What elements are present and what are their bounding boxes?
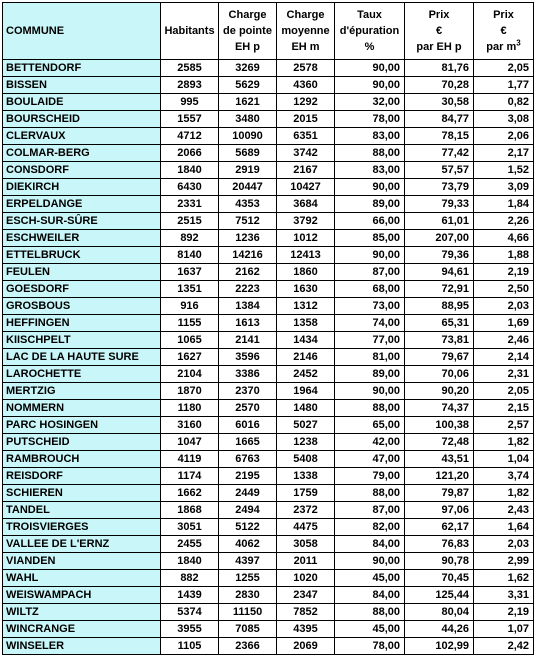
cell-charge-pointe: 20447 bbox=[219, 179, 277, 196]
cell-commune: ESCH-SUR-SÛRE bbox=[3, 213, 161, 230]
cell-commune: WILTZ bbox=[3, 604, 161, 621]
cell-commune: VALLEE DE L'ERNZ bbox=[3, 536, 161, 553]
cell-prix-eh: 65,31 bbox=[405, 315, 474, 332]
cell-charge-pointe: 2366 bbox=[219, 638, 277, 655]
cell-charge-pointe: 1613 bbox=[219, 315, 277, 332]
cell-commune: ESCHWEILER bbox=[3, 230, 161, 247]
cell-habitants: 3955 bbox=[161, 621, 219, 638]
cell-taux-epuration: 73,00 bbox=[335, 298, 405, 315]
cell-charge-moyenne: 1338 bbox=[277, 468, 335, 485]
cell-charge-moyenne: 4395 bbox=[277, 621, 335, 638]
cell-habitants: 8140 bbox=[161, 247, 219, 264]
cell-prix-m3: 2,05 bbox=[474, 60, 534, 77]
cell-commune: LAROCHETTE bbox=[3, 366, 161, 383]
cell-prix-m3: 2,19 bbox=[474, 604, 534, 621]
cell-prix-m3: 3,74 bbox=[474, 468, 534, 485]
cell-habitants: 916 bbox=[161, 298, 219, 315]
cell-charge-moyenne: 1759 bbox=[277, 485, 335, 502]
cell-charge-moyenne: 3684 bbox=[277, 196, 335, 213]
cell-charge-pointe: 1384 bbox=[219, 298, 277, 315]
cell-prix-eh: 77,42 bbox=[405, 145, 474, 162]
table-row bbox=[3, 468, 534, 485]
cell-prix-m3: 2,46 bbox=[474, 332, 534, 349]
cell-taux-epuration: 84,00 bbox=[335, 587, 405, 604]
cell-commune: HEFFINGEN bbox=[3, 315, 161, 332]
cell-prix-m3: 1,77 bbox=[474, 77, 534, 94]
table-row bbox=[3, 417, 534, 434]
cell-commune: WEISWAMPACH bbox=[3, 587, 161, 604]
cell-prix-eh: 72,91 bbox=[405, 281, 474, 298]
cell-commune: BOULAIDE bbox=[3, 94, 161, 111]
cell-taux-epuration: 45,00 bbox=[335, 570, 405, 587]
table-row bbox=[3, 179, 534, 196]
cell-prix-eh: 57,57 bbox=[405, 162, 474, 179]
cell-taux-epuration: 89,00 bbox=[335, 366, 405, 383]
cell-charge-moyenne: 3792 bbox=[277, 213, 335, 230]
cell-charge-moyenne: 3742 bbox=[277, 145, 335, 162]
cell-prix-eh: 73,79 bbox=[405, 179, 474, 196]
cell-charge-pointe: 6016 bbox=[219, 417, 277, 434]
cell-prix-eh: 100,38 bbox=[405, 417, 474, 434]
cell-prix-eh: 90,78 bbox=[405, 553, 474, 570]
cell-habitants: 1065 bbox=[161, 332, 219, 349]
cell-taux-epuration: 88,00 bbox=[335, 604, 405, 621]
cell-charge-moyenne: 2578 bbox=[277, 60, 335, 77]
table-row bbox=[3, 162, 534, 179]
table-row bbox=[3, 400, 534, 417]
table-row bbox=[3, 60, 534, 77]
cell-taux-epuration: 90,00 bbox=[335, 179, 405, 196]
cell-prix-m3: 1,88 bbox=[474, 247, 534, 264]
cell-prix-m3: 1,62 bbox=[474, 570, 534, 587]
cell-prix-eh: 102,99 bbox=[405, 638, 474, 655]
cell-habitants: 2515 bbox=[161, 213, 219, 230]
cell-habitants: 1662 bbox=[161, 485, 219, 502]
table-row bbox=[3, 196, 534, 213]
cell-taux-epuration: 83,00 bbox=[335, 128, 405, 145]
cell-charge-moyenne: 2452 bbox=[277, 366, 335, 383]
cell-taux-epuration: 90,00 bbox=[335, 60, 405, 77]
cell-habitants: 2893 bbox=[161, 77, 219, 94]
table-row bbox=[3, 128, 534, 145]
cell-charge-moyenne: 1630 bbox=[277, 281, 335, 298]
cell-charge-pointe: 2141 bbox=[219, 332, 277, 349]
cell-prix-m3: 1,82 bbox=[474, 485, 534, 502]
cell-habitants: 892 bbox=[161, 230, 219, 247]
cell-prix-m3: 2,19 bbox=[474, 264, 534, 281]
cell-habitants: 5374 bbox=[161, 604, 219, 621]
cell-commune: TANDEL bbox=[3, 502, 161, 519]
cell-prix-eh: 121,20 bbox=[405, 468, 474, 485]
cell-prix-eh: 70,45 bbox=[405, 570, 474, 587]
cell-commune: FEULEN bbox=[3, 264, 161, 281]
cell-prix-eh: 125,44 bbox=[405, 587, 474, 604]
cell-commune: GOESDORF bbox=[3, 281, 161, 298]
table-row bbox=[3, 485, 534, 502]
cell-prix-m3: 2,15 bbox=[474, 400, 534, 417]
cell-charge-pointe: 10090 bbox=[219, 128, 277, 145]
header-charge-pointe: Charge de pointe EH p bbox=[219, 3, 277, 60]
cell-prix-eh: 72,48 bbox=[405, 434, 474, 451]
cell-prix-eh: 30,58 bbox=[405, 94, 474, 111]
cell-prix-eh: 207,00 bbox=[405, 230, 474, 247]
cell-charge-moyenne: 2167 bbox=[277, 162, 335, 179]
cell-prix-eh: 70,06 bbox=[405, 366, 474, 383]
table-row bbox=[3, 281, 534, 298]
cell-commune: MERTZIG bbox=[3, 383, 161, 400]
cell-habitants: 1047 bbox=[161, 434, 219, 451]
cell-charge-moyenne: 5027 bbox=[277, 417, 335, 434]
cell-charge-pointe: 4353 bbox=[219, 196, 277, 213]
table-row bbox=[3, 638, 534, 655]
cell-taux-epuration: 87,00 bbox=[335, 264, 405, 281]
table-row bbox=[3, 434, 534, 451]
cell-charge-moyenne: 1358 bbox=[277, 315, 335, 332]
cell-taux-epuration: 68,00 bbox=[335, 281, 405, 298]
cell-charge-moyenne: 4475 bbox=[277, 519, 335, 536]
cell-habitants: 2455 bbox=[161, 536, 219, 553]
cell-charge-moyenne: 1312 bbox=[277, 298, 335, 315]
cell-habitants: 2331 bbox=[161, 196, 219, 213]
cell-commune: WINCRANGE bbox=[3, 621, 161, 638]
cell-charge-pointe: 5122 bbox=[219, 519, 277, 536]
cell-charge-moyenne: 1964 bbox=[277, 383, 335, 400]
cell-commune: LAC DE LA HAUTE SURE bbox=[3, 349, 161, 366]
cell-charge-moyenne: 2372 bbox=[277, 502, 335, 519]
cell-prix-m3: 2,26 bbox=[474, 213, 534, 230]
cell-taux-epuration: 82,00 bbox=[335, 519, 405, 536]
cell-prix-eh: 43,51 bbox=[405, 451, 474, 468]
cell-taux-epuration: 84,00 bbox=[335, 536, 405, 553]
cell-commune: GROSBOUS bbox=[3, 298, 161, 315]
cell-prix-m3: 2,42 bbox=[474, 638, 534, 655]
cell-taux-epuration: 65,00 bbox=[335, 417, 405, 434]
header-prix-eh: Prix € par EH p bbox=[405, 3, 474, 60]
cell-taux-epuration: 42,00 bbox=[335, 434, 405, 451]
cell-prix-eh: 74,37 bbox=[405, 400, 474, 417]
cell-prix-eh: 94,61 bbox=[405, 264, 474, 281]
cell-charge-moyenne: 2069 bbox=[277, 638, 335, 655]
cell-habitants: 882 bbox=[161, 570, 219, 587]
cell-taux-epuration: 90,00 bbox=[335, 383, 405, 400]
table-row bbox=[3, 247, 534, 264]
cell-charge-pointe: 2494 bbox=[219, 502, 277, 519]
cell-prix-m3: 1,69 bbox=[474, 315, 534, 332]
cell-habitants: 995 bbox=[161, 94, 219, 111]
table-row bbox=[3, 366, 534, 383]
cell-habitants: 6430 bbox=[161, 179, 219, 196]
cell-prix-m3: 2,99 bbox=[474, 553, 534, 570]
cell-commune: RAMBROUCH bbox=[3, 451, 161, 468]
cell-prix-m3: 2,06 bbox=[474, 128, 534, 145]
cell-prix-eh: 80,04 bbox=[405, 604, 474, 621]
cell-charge-moyenne: 1480 bbox=[277, 400, 335, 417]
cell-prix-m3: 2,14 bbox=[474, 349, 534, 366]
table-row bbox=[3, 383, 534, 400]
cell-commune: ETTELBRUCK bbox=[3, 247, 161, 264]
cell-taux-epuration: 90,00 bbox=[335, 77, 405, 94]
cell-prix-eh: 62,17 bbox=[405, 519, 474, 536]
cell-charge-pointe: 3596 bbox=[219, 349, 277, 366]
table-row bbox=[3, 349, 534, 366]
cell-commune: PUTSCHEID bbox=[3, 434, 161, 451]
cell-habitants: 3160 bbox=[161, 417, 219, 434]
cell-prix-eh: 78,15 bbox=[405, 128, 474, 145]
cell-habitants: 1557 bbox=[161, 111, 219, 128]
cell-taux-epuration: 81,00 bbox=[335, 349, 405, 366]
cell-prix-eh: 81,76 bbox=[405, 60, 474, 77]
cell-habitants: 1870 bbox=[161, 383, 219, 400]
cell-prix-m3: 0,82 bbox=[474, 94, 534, 111]
header-charge-moyenne: Charge moyenne EH m bbox=[277, 3, 335, 60]
cell-charge-moyenne: 6351 bbox=[277, 128, 335, 145]
cell-charge-moyenne: 1020 bbox=[277, 570, 335, 587]
header-commune: COMMUNE bbox=[3, 3, 161, 60]
cell-prix-m3: 2,05 bbox=[474, 383, 534, 400]
cell-commune: PARC HOSINGEN bbox=[3, 417, 161, 434]
table-row bbox=[3, 519, 534, 536]
cell-charge-moyenne: 2146 bbox=[277, 349, 335, 366]
cell-commune: COLMAR-BERG bbox=[3, 145, 161, 162]
table-row bbox=[3, 553, 534, 570]
cell-prix-eh: 88,95 bbox=[405, 298, 474, 315]
cell-taux-epuration: 83,00 bbox=[335, 162, 405, 179]
cell-charge-pointe: 2223 bbox=[219, 281, 277, 298]
table-row bbox=[3, 94, 534, 111]
cell-habitants: 1155 bbox=[161, 315, 219, 332]
cell-commune: BOURSCHEID bbox=[3, 111, 161, 128]
header-prix-m3: Prix € par $m^3$ bbox=[474, 3, 534, 60]
cell-habitants: 1840 bbox=[161, 162, 219, 179]
cell-habitants: 2585 bbox=[161, 60, 219, 77]
cell-charge-moyenne: 1238 bbox=[277, 434, 335, 451]
cell-prix-m3: 2,57 bbox=[474, 417, 534, 434]
cell-prix-m3: 1,52 bbox=[474, 162, 534, 179]
cell-charge-moyenne: 12413 bbox=[277, 247, 335, 264]
cell-prix-m3: 1,04 bbox=[474, 451, 534, 468]
cell-charge-moyenne: 10427 bbox=[277, 179, 335, 196]
cell-taux-epuration: 90,00 bbox=[335, 247, 405, 264]
cell-charge-moyenne: 3058 bbox=[277, 536, 335, 553]
cell-charge-pointe: 7512 bbox=[219, 213, 277, 230]
cell-taux-epuration: 47,00 bbox=[335, 451, 405, 468]
cell-charge-pointe: 3386 bbox=[219, 366, 277, 383]
cell-taux-epuration: 32,00 bbox=[335, 94, 405, 111]
cell-charge-pointe: 2195 bbox=[219, 468, 277, 485]
cell-taux-epuration: 88,00 bbox=[335, 145, 405, 162]
cell-taux-epuration: 88,00 bbox=[335, 485, 405, 502]
header-habitants: Habitants bbox=[161, 3, 219, 60]
cell-prix-m3: 3,31 bbox=[474, 587, 534, 604]
cell-prix-eh: 90,20 bbox=[405, 383, 474, 400]
cell-prix-m3: 1,07 bbox=[474, 621, 534, 638]
cell-commune: WINSELER bbox=[3, 638, 161, 655]
cell-charge-pointe: 1255 bbox=[219, 570, 277, 587]
cell-habitants: 1105 bbox=[161, 638, 219, 655]
cell-prix-eh: 97,06 bbox=[405, 502, 474, 519]
cell-prix-m3: 1,64 bbox=[474, 519, 534, 536]
cell-commune: BETTENDORF bbox=[3, 60, 161, 77]
table-row bbox=[3, 451, 534, 468]
cell-habitants: 2104 bbox=[161, 366, 219, 383]
cell-charge-moyenne: 4360 bbox=[277, 77, 335, 94]
cell-habitants: 1351 bbox=[161, 281, 219, 298]
cell-taux-epuration: 78,00 bbox=[335, 111, 405, 128]
cell-charge-pointe: 4062 bbox=[219, 536, 277, 553]
cell-taux-epuration: 74,00 bbox=[335, 315, 405, 332]
cell-charge-moyenne: 5408 bbox=[277, 451, 335, 468]
cell-taux-epuration: 79,00 bbox=[335, 468, 405, 485]
cell-taux-epuration: 77,00 bbox=[335, 332, 405, 349]
cell-commune: NOMMERN bbox=[3, 400, 161, 417]
table-row bbox=[3, 77, 534, 94]
cell-charge-pointe: 2570 bbox=[219, 400, 277, 417]
cell-charge-moyenne: 1292 bbox=[277, 94, 335, 111]
cell-prix-eh: 73,81 bbox=[405, 332, 474, 349]
cell-charge-pointe: 1236 bbox=[219, 230, 277, 247]
cell-charge-moyenne: 1434 bbox=[277, 332, 335, 349]
cell-commune: CLERVAUX bbox=[3, 128, 161, 145]
cell-charge-pointe: 2830 bbox=[219, 587, 277, 604]
commune-table-container bbox=[2, 2, 534, 655]
cell-charge-moyenne: 1860 bbox=[277, 264, 335, 281]
cell-prix-eh: 70,28 bbox=[405, 77, 474, 94]
cell-charge-pointe: 3480 bbox=[219, 111, 277, 128]
cell-commune: REISDORF bbox=[3, 468, 161, 485]
cell-prix-m3: 2,17 bbox=[474, 145, 534, 162]
table-row bbox=[3, 264, 534, 281]
cell-prix-m3: 3,08 bbox=[474, 111, 534, 128]
cell-commune: ERPELDANGE bbox=[3, 196, 161, 213]
cell-prix-eh: 79,36 bbox=[405, 247, 474, 264]
cell-charge-pointe: 1621 bbox=[219, 94, 277, 111]
cell-habitants: 1180 bbox=[161, 400, 219, 417]
cell-commune: DIEKIRCH bbox=[3, 179, 161, 196]
cell-charge-pointe: 11150 bbox=[219, 604, 277, 621]
cell-prix-m3: 3,09 bbox=[474, 179, 534, 196]
cell-charge-pointe: 14216 bbox=[219, 247, 277, 264]
cell-charge-moyenne: 2347 bbox=[277, 587, 335, 604]
cell-prix-eh: 61,01 bbox=[405, 213, 474, 230]
cell-prix-m3: 1,84 bbox=[474, 196, 534, 213]
cell-habitants: 1840 bbox=[161, 553, 219, 570]
cell-habitants: 3051 bbox=[161, 519, 219, 536]
table-row bbox=[3, 213, 534, 230]
table-row bbox=[3, 604, 534, 621]
cell-taux-epuration: 45,00 bbox=[335, 621, 405, 638]
cell-commune: CONSDORF bbox=[3, 162, 161, 179]
table-row bbox=[3, 315, 534, 332]
table-row bbox=[3, 298, 534, 315]
cell-charge-pointe: 2370 bbox=[219, 383, 277, 400]
table-row bbox=[3, 145, 534, 162]
table-row bbox=[3, 502, 534, 519]
cell-charge-pointe: 2919 bbox=[219, 162, 277, 179]
cell-habitants: 1627 bbox=[161, 349, 219, 366]
cell-prix-m3: 2,31 bbox=[474, 366, 534, 383]
cell-prix-eh: 79,87 bbox=[405, 485, 474, 502]
cell-charge-pointe: 6763 bbox=[219, 451, 277, 468]
cell-taux-epuration: 88,00 bbox=[335, 400, 405, 417]
cell-taux-epuration: 85,00 bbox=[335, 230, 405, 247]
cell-habitants: 4119 bbox=[161, 451, 219, 468]
table-row bbox=[3, 621, 534, 638]
cell-commune: TROISVIERGES bbox=[3, 519, 161, 536]
cell-prix-m3: 2,03 bbox=[474, 536, 534, 553]
cell-prix-eh: 76,83 bbox=[405, 536, 474, 553]
cell-prix-eh: 44,26 bbox=[405, 621, 474, 638]
cell-habitants: 2066 bbox=[161, 145, 219, 162]
cell-commune: BISSEN bbox=[3, 77, 161, 94]
cell-taux-epuration: 87,00 bbox=[335, 502, 405, 519]
cell-habitants: 1637 bbox=[161, 264, 219, 281]
cell-charge-pointe: 5689 bbox=[219, 145, 277, 162]
cell-habitants: 1439 bbox=[161, 587, 219, 604]
cell-charge-pointe: 3269 bbox=[219, 60, 277, 77]
cell-charge-pointe: 4397 bbox=[219, 553, 277, 570]
commune-table bbox=[2, 2, 534, 655]
table-row bbox=[3, 332, 534, 349]
cell-taux-epuration: 90,00 bbox=[335, 553, 405, 570]
header-row bbox=[3, 3, 534, 60]
table-row bbox=[3, 587, 534, 604]
cell-charge-moyenne: 7852 bbox=[277, 604, 335, 621]
cell-charge-pointe: 5629 bbox=[219, 77, 277, 94]
cell-prix-m3: 2,43 bbox=[474, 502, 534, 519]
cell-taux-epuration: 78,00 bbox=[335, 638, 405, 655]
cell-prix-eh: 84,77 bbox=[405, 111, 474, 128]
header-taux-epuration: Taux d'épuration % bbox=[335, 3, 405, 60]
table-row bbox=[3, 570, 534, 587]
cell-charge-pointe: 1665 bbox=[219, 434, 277, 451]
cell-charge-moyenne: 2011 bbox=[277, 553, 335, 570]
cell-habitants: 1868 bbox=[161, 502, 219, 519]
cell-taux-epuration: 66,00 bbox=[335, 213, 405, 230]
cell-prix-m3: 2,50 bbox=[474, 281, 534, 298]
table-row bbox=[3, 230, 534, 247]
cell-habitants: 1174 bbox=[161, 468, 219, 485]
cell-commune: WAHL bbox=[3, 570, 161, 587]
table-body bbox=[3, 60, 534, 655]
cell-commune: KIISCHPELT bbox=[3, 332, 161, 349]
cell-habitants: 4712 bbox=[161, 128, 219, 145]
cell-charge-pointe: 7085 bbox=[219, 621, 277, 638]
cell-prix-m3: 2,03 bbox=[474, 298, 534, 315]
cell-prix-eh: 79,33 bbox=[405, 196, 474, 213]
cell-commune: VIANDEN bbox=[3, 553, 161, 570]
cell-prix-m3: 1,82 bbox=[474, 434, 534, 451]
table-row bbox=[3, 536, 534, 553]
cell-prix-m3: 4,66 bbox=[474, 230, 534, 247]
cell-prix-eh: 79,67 bbox=[405, 349, 474, 366]
cell-taux-epuration: 89,00 bbox=[335, 196, 405, 213]
cell-charge-pointe: 2449 bbox=[219, 485, 277, 502]
cell-charge-moyenne: 2015 bbox=[277, 111, 335, 128]
cell-charge-moyenne: 1012 bbox=[277, 230, 335, 247]
cell-charge-pointe: 2162 bbox=[219, 264, 277, 281]
table-row bbox=[3, 111, 534, 128]
cell-commune: SCHIEREN bbox=[3, 485, 161, 502]
